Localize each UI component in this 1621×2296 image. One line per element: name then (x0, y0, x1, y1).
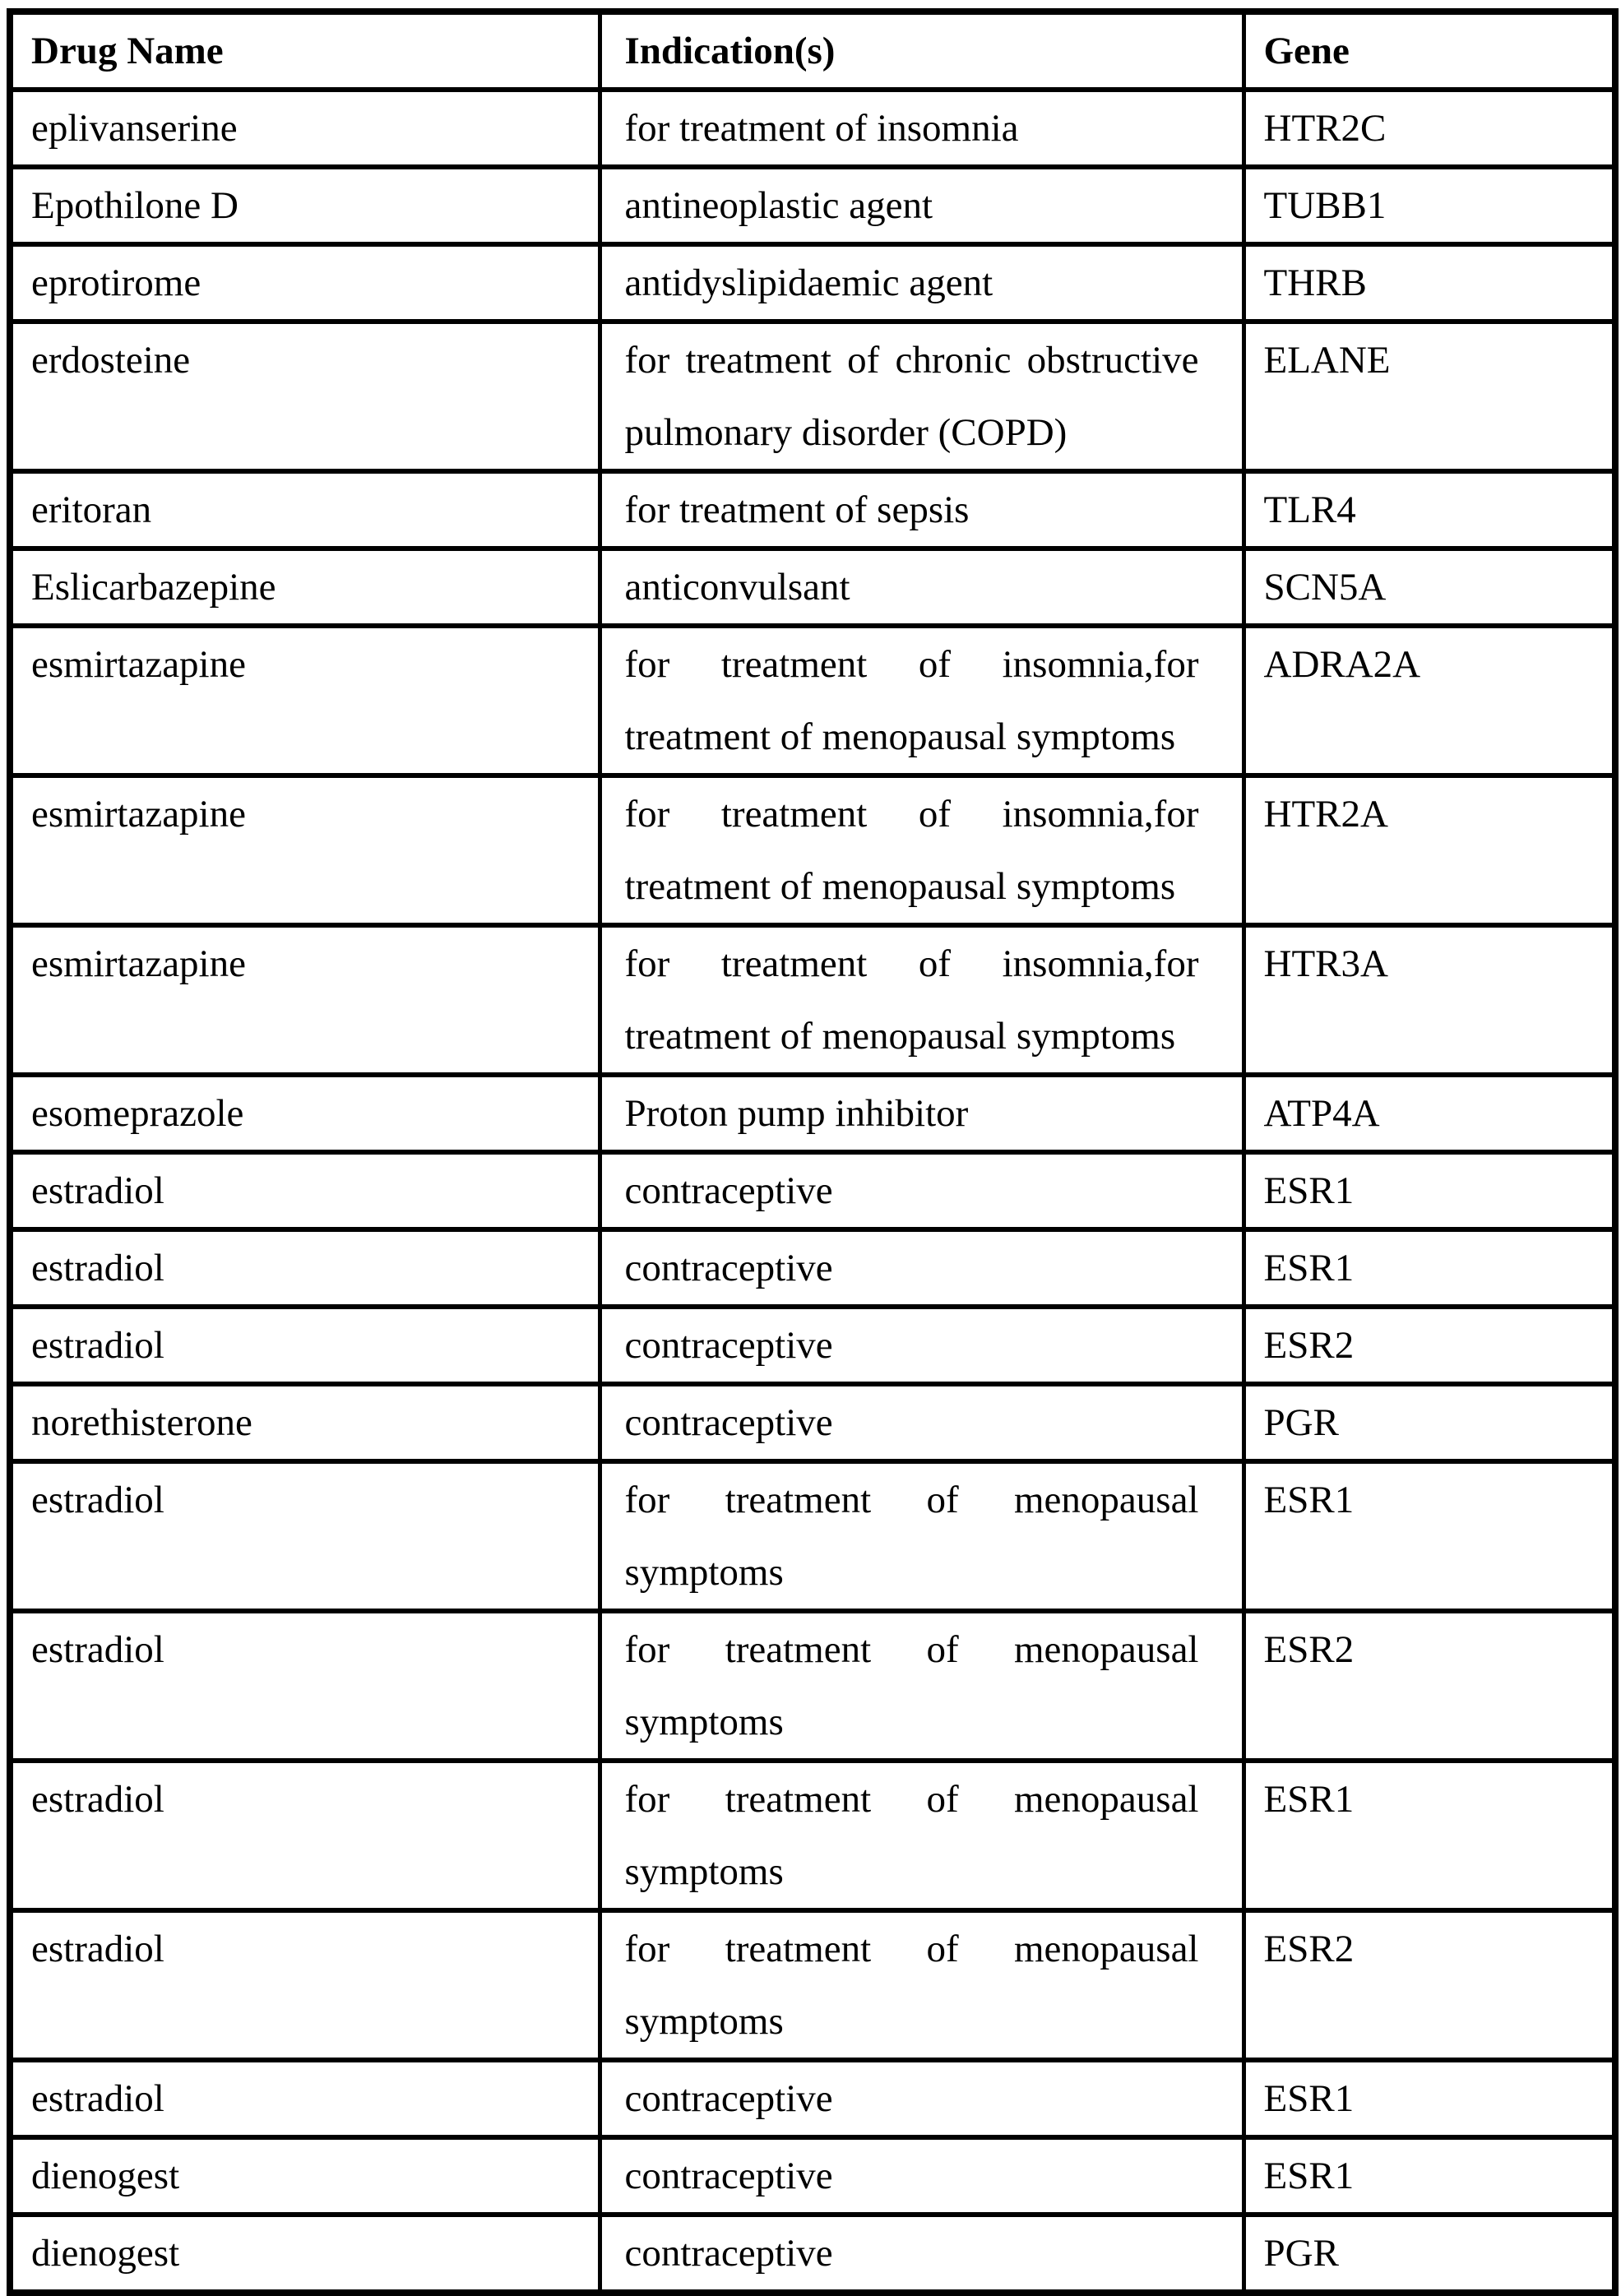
gene-cell: ESR1 (1244, 2137, 1615, 2215)
drug-name-cell: estradiol (10, 1461, 600, 1611)
gene-cell: ESR2 (1244, 1611, 1615, 1761)
gene-cell: ATP4A (1244, 1075, 1615, 1152)
table-row (10, 90, 1615, 167)
gene-cell: ESR1 (1244, 2060, 1615, 2137)
drug-name-cell: esomeprazole (10, 1075, 600, 1152)
table-row (10, 2215, 1615, 2293)
gene-cell: HTR3A (1244, 925, 1615, 1075)
drug-name-cell: estradiol (10, 1761, 600, 1910)
indication-cell: contraceptive (600, 2137, 1244, 2215)
table-body (10, 90, 1615, 2293)
table-row (10, 1307, 1615, 1384)
drug-name-cell: norethisterone (10, 1384, 600, 1461)
drug-name-cell: esmirtazapine (10, 925, 600, 1075)
table-row (10, 322, 1615, 471)
indication-cell: for treatment of chronic obstructive pulmonary disorder (COPD) (600, 322, 1244, 471)
drug-name-cell: dienogest (10, 2137, 600, 2215)
indication-cell: for treatment of insomnia,for treatment of menopausal symptoms (600, 775, 1244, 925)
indication-cell: Proton pump inhibitor (600, 1075, 1244, 1152)
table-row (10, 1075, 1615, 1152)
drug-name-cell: dienogest (10, 2215, 600, 2293)
indication-cell: antidyslipidaemic agent (600, 244, 1244, 322)
drug-name-cell: eritoran (10, 471, 600, 549)
indication-cell: for treatment of menopausal symptoms (600, 1761, 1244, 1910)
indication-cell: contraceptive (600, 1229, 1244, 1307)
drug-name-cell: esmirtazapine (10, 775, 600, 925)
drug-gene-table (7, 8, 1619, 2296)
table-row (10, 1229, 1615, 1307)
drug-name-cell: estradiol (10, 1611, 600, 1761)
drug-name-cell: Epothilone D (10, 167, 600, 244)
gene-cell: TLR4 (1244, 471, 1615, 549)
column-header-gene: Gene (1244, 12, 1615, 90)
indication-cell: for treatment of menopausal symptoms (600, 1611, 1244, 1761)
header-row (10, 12, 1615, 90)
gene-cell: ELANE (1244, 322, 1615, 471)
table-row (10, 1910, 1615, 2060)
drug-name-cell: estradiol (10, 1229, 600, 1307)
table-row (10, 925, 1615, 1075)
indication-cell: for treatment of insomnia,for treatment of menopausal symptoms (600, 925, 1244, 1075)
table-row (10, 1461, 1615, 1611)
drug-name-cell: estradiol (10, 1152, 600, 1229)
table-row (10, 244, 1615, 322)
table-row (10, 1611, 1615, 1761)
table-row (10, 1152, 1615, 1229)
gene-cell: ESR1 (1244, 1229, 1615, 1307)
drug-name-cell: eprotirome (10, 244, 600, 322)
table-row (10, 167, 1615, 244)
indication-cell: contraceptive (600, 1152, 1244, 1229)
gene-cell: SCN5A (1244, 549, 1615, 626)
drug-name-cell: estradiol (10, 1307, 600, 1384)
indication-cell: contraceptive (600, 2060, 1244, 2137)
indication-cell: antineoplastic agent (600, 167, 1244, 244)
table-row (10, 626, 1615, 775)
drug-name-cell: esmirtazapine (10, 626, 600, 775)
gene-cell: ADRA2A (1244, 626, 1615, 775)
table-row (10, 1761, 1615, 1910)
gene-cell: TUBB1 (1244, 167, 1615, 244)
gene-cell: PGR (1244, 2215, 1615, 2293)
table-row (10, 549, 1615, 626)
indication-cell: for treatment of sepsis (600, 471, 1244, 549)
drug-name-cell: eplivanserine (10, 90, 600, 167)
column-header-drug-name: Drug Name (10, 12, 600, 90)
indication-cell: contraceptive (600, 2215, 1244, 2293)
indication-cell: contraceptive (600, 1307, 1244, 1384)
column-header-indications: Indication(s) (600, 12, 1244, 90)
indication-cell: anticonvulsant (600, 549, 1244, 626)
indication-cell: contraceptive (600, 1384, 1244, 1461)
table-row (10, 2137, 1615, 2215)
table-row (10, 1384, 1615, 1461)
indication-cell: for treatment of insomnia (600, 90, 1244, 167)
drug-name-cell: Eslicarbazepine (10, 549, 600, 626)
gene-cell: PGR (1244, 1384, 1615, 1461)
gene-cell: ESR2 (1244, 1910, 1615, 2060)
drug-name-cell: estradiol (10, 2060, 600, 2137)
table-row (10, 2060, 1615, 2137)
indication-cell: for treatment of insomnia,for treatment of menopausal symptoms (600, 626, 1244, 775)
gene-cell: ESR1 (1244, 1152, 1615, 1229)
gene-cell: HTR2A (1244, 775, 1615, 925)
indication-cell: for treatment of menopausal symptoms (600, 1910, 1244, 2060)
drug-name-cell: erdosteine (10, 322, 600, 471)
gene-cell: ESR1 (1244, 1461, 1615, 1611)
drug-name-cell: estradiol (10, 1910, 600, 2060)
gene-cell: ESR2 (1244, 1307, 1615, 1384)
table-row (10, 775, 1615, 925)
gene-cell: HTR2C (1244, 90, 1615, 167)
indication-cell: for treatment of menopausal symptoms (600, 1461, 1244, 1611)
gene-cell: ESR1 (1244, 1761, 1615, 1910)
table-row (10, 471, 1615, 549)
gene-cell: THRB (1244, 244, 1615, 322)
